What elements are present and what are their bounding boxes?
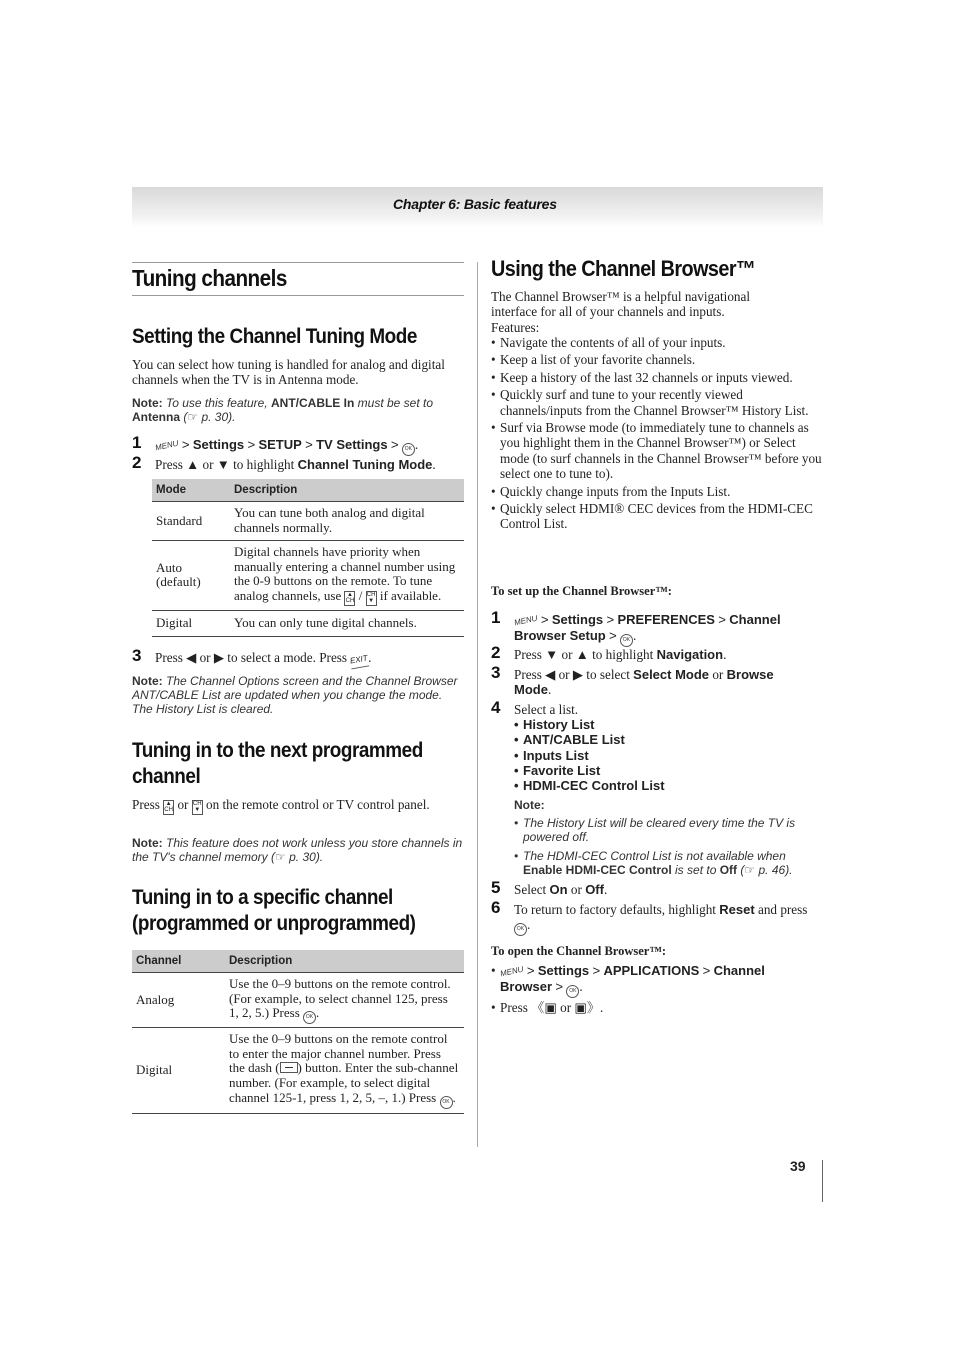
list-item: • MENU > Settings > APPLICATIONS > Channel Browser > OK . xyxy=(491,963,801,998)
channel-browser-intro: The Channel Browser™ is a helpful navigational interface for all of your channels and inputs. Features: xyxy=(491,289,751,335)
ok-icon: OK xyxy=(566,985,579,998)
setup-step-6: To return to factory defaults, highlight Reset and press OK . xyxy=(514,902,820,936)
step-number: 2 xyxy=(491,643,501,662)
step-2-text: Press ▲ or ▼ to highlight Channel Tuning Mode. xyxy=(155,457,436,472)
channel-up-icon: ▲ CH xyxy=(164,801,173,813)
tuning-mode-note-2: Note: The Channel Options screen and the Channel Browser ANT/CABLE List are updated when you change the mode. The History List is cleared. xyxy=(132,674,458,716)
step-number: 2 xyxy=(132,453,142,472)
menu-icon: MENU xyxy=(154,438,180,453)
list-item: • Surf via Browse mode (to immediately tune to channels as you highlight them in the Channel Browser™) or Select mode (to surf channels in the Channel Browser™ before you select one to tune to). xyxy=(491,420,823,482)
table-header: Mode xyxy=(152,479,230,502)
setup-notes xyxy=(514,816,820,877)
chapter-title: Chapter 6: Basic features xyxy=(393,196,557,212)
column-divider xyxy=(477,262,478,1147)
menu-icon: MENU xyxy=(513,613,539,628)
list-options xyxy=(514,717,665,793)
dash-button-icon xyxy=(280,1062,298,1073)
list-item: • Favorite List xyxy=(514,763,665,778)
step-1-text: MENU > Settings > SETUP > TV Settings > OK . xyxy=(155,437,418,456)
table-row: Digital Use the 0–9 buttons on the remote control to enter the major channel number. Press the dash ( ) button. Enter the sub-channel number. (For example, to select digital channel 125-1, press 1, 2, 5, –, 1.) Press OK . xyxy=(132,1028,464,1113)
list-item: • Inputs List xyxy=(514,748,665,763)
channel-down-icon: CH ▼ xyxy=(192,801,202,813)
heading-tuning-mode: Setting the Channel Tuning Mode xyxy=(132,325,417,348)
exit-icon: EXIT xyxy=(349,651,369,670)
reference-icon: ☞ xyxy=(744,863,756,877)
setup-step-3: Press ◀ or ▶ to select Select Mode or Browse Mode. xyxy=(514,667,774,698)
table-row: Analog Use the 0–9 buttons on the remote control. (For example, to select channel 125, press 1, 2, 5.) Press OK . xyxy=(132,973,464,1028)
list-item: • HDMI-CEC Control List xyxy=(514,778,665,793)
ok-icon: OK xyxy=(440,1096,453,1109)
setup-heading: To set up the Channel Browser™: xyxy=(491,584,672,598)
list-item: • Press 《▣ or ▣》. xyxy=(491,1000,801,1015)
list-item: • Keep a history of the last 32 channels or inputs viewed. xyxy=(491,370,823,385)
setup-step-2: Press ▼ or ▲ to highlight Navigation. xyxy=(514,647,727,662)
ok-icon: OK xyxy=(303,1011,316,1024)
tuning-mode-intro: You can select how tuning is handled for analog and digital channels when the TV is in Antenna mode. xyxy=(132,357,445,388)
list-item: • Quickly change inputs from the Inputs List. xyxy=(491,484,823,499)
reference-icon: ☞ xyxy=(187,410,199,424)
menu-icon: MENU xyxy=(499,964,525,979)
step-number: 6 xyxy=(491,898,501,917)
step-number: 1 xyxy=(491,608,501,627)
list-item: • Quickly surf and tune to your recently viewed channels/inputs from the Channel Browser™ History List. xyxy=(491,387,823,418)
title-rule-top xyxy=(132,262,464,263)
heading-channel-browser: Using the Channel Browser™ xyxy=(491,256,756,281)
table-header: Channel xyxy=(132,950,225,973)
setup-note-label: Note: xyxy=(514,798,545,812)
step-number: 4 xyxy=(491,698,501,717)
open-steps xyxy=(491,963,801,1016)
heading-specific-channel: Tuning in to a specific channel (programmed or unprogrammed) xyxy=(132,886,416,935)
open-heading: To open the Channel Browser™: xyxy=(491,944,667,958)
table-row: Auto (default) Digital channels have priority when manually entering a channel number using the 0-9 buttons on the remote. To tune analog channels, use ▲ CH / CH ▼ if available. xyxy=(152,541,464,611)
list-item: • The HDMI-CEC Control List is not available when Enable HDMI-CEC Control is set to Off (☞ p. 46). xyxy=(514,849,820,877)
next-channel-note: Note: This feature does not work unless you store channels in the TV's channel memory (☞ p. 30). xyxy=(132,836,463,864)
setup-step-5: Select On or Off. xyxy=(514,882,608,897)
section-title: Tuning channels xyxy=(132,265,287,291)
browse-forward-icon: ▣》 xyxy=(574,1000,601,1016)
reference-icon: ☞ xyxy=(275,850,286,864)
title-rule-bottom xyxy=(132,295,464,296)
ok-icon: OK xyxy=(620,634,633,647)
step-3-text: Press ◀ or ▶ to select a mode. Press EXIT. xyxy=(155,650,371,668)
channel-up-icon: ▲ CH xyxy=(345,591,355,604)
page-number: 39 xyxy=(790,1158,806,1174)
next-channel-text: Press ▲ CH or CH ▼ on the remote control or TV control panel. xyxy=(132,797,430,813)
list-item: • Navigate the contents of all of your inputs. xyxy=(491,335,823,350)
step-number: 5 xyxy=(491,878,501,897)
tuning-mode-note: Note: To use this feature, ANT/CABLE In must be set to Antenna (☞ p. 30). xyxy=(132,396,434,424)
step-number: 3 xyxy=(132,646,142,665)
list-item: • Quickly select HDMI® CEC devices from the HDMI-CEC Control List. xyxy=(491,501,823,532)
step-number: 1 xyxy=(132,433,142,452)
list-item: • The History List will be cleared every time the TV is powered off. xyxy=(514,816,820,844)
step-number: 3 xyxy=(491,663,501,682)
setup-step-4: Select a list. xyxy=(514,702,579,717)
setup-step-1: MENU > Settings > PREFERENCES > Channel Browser Setup > OK . xyxy=(514,612,814,647)
list-item: • History List xyxy=(514,717,665,732)
channel-down-icon: CH ▼ xyxy=(366,591,376,604)
features-list xyxy=(491,335,823,532)
specific-channel-table xyxy=(132,950,464,1114)
ok-icon: OK xyxy=(402,443,415,456)
table-header: Description xyxy=(230,479,464,502)
list-item: • Keep a list of your favorite channels. xyxy=(491,352,823,367)
table-row: Digital You can only tune digital channels. xyxy=(152,610,464,636)
page-number-rule xyxy=(822,1160,823,1202)
ok-icon: OK xyxy=(514,923,527,936)
heading-next-channel: Tuning in to the next programmed channel xyxy=(132,739,423,788)
list-item: • ANT/CABLE List xyxy=(514,732,665,747)
table-header: Description xyxy=(225,950,464,973)
browse-back-icon: 《▣ xyxy=(531,1000,557,1016)
tuning-mode-table xyxy=(152,479,464,637)
table-row: Standard You can tune both analog and digital channels normally. xyxy=(152,502,464,541)
